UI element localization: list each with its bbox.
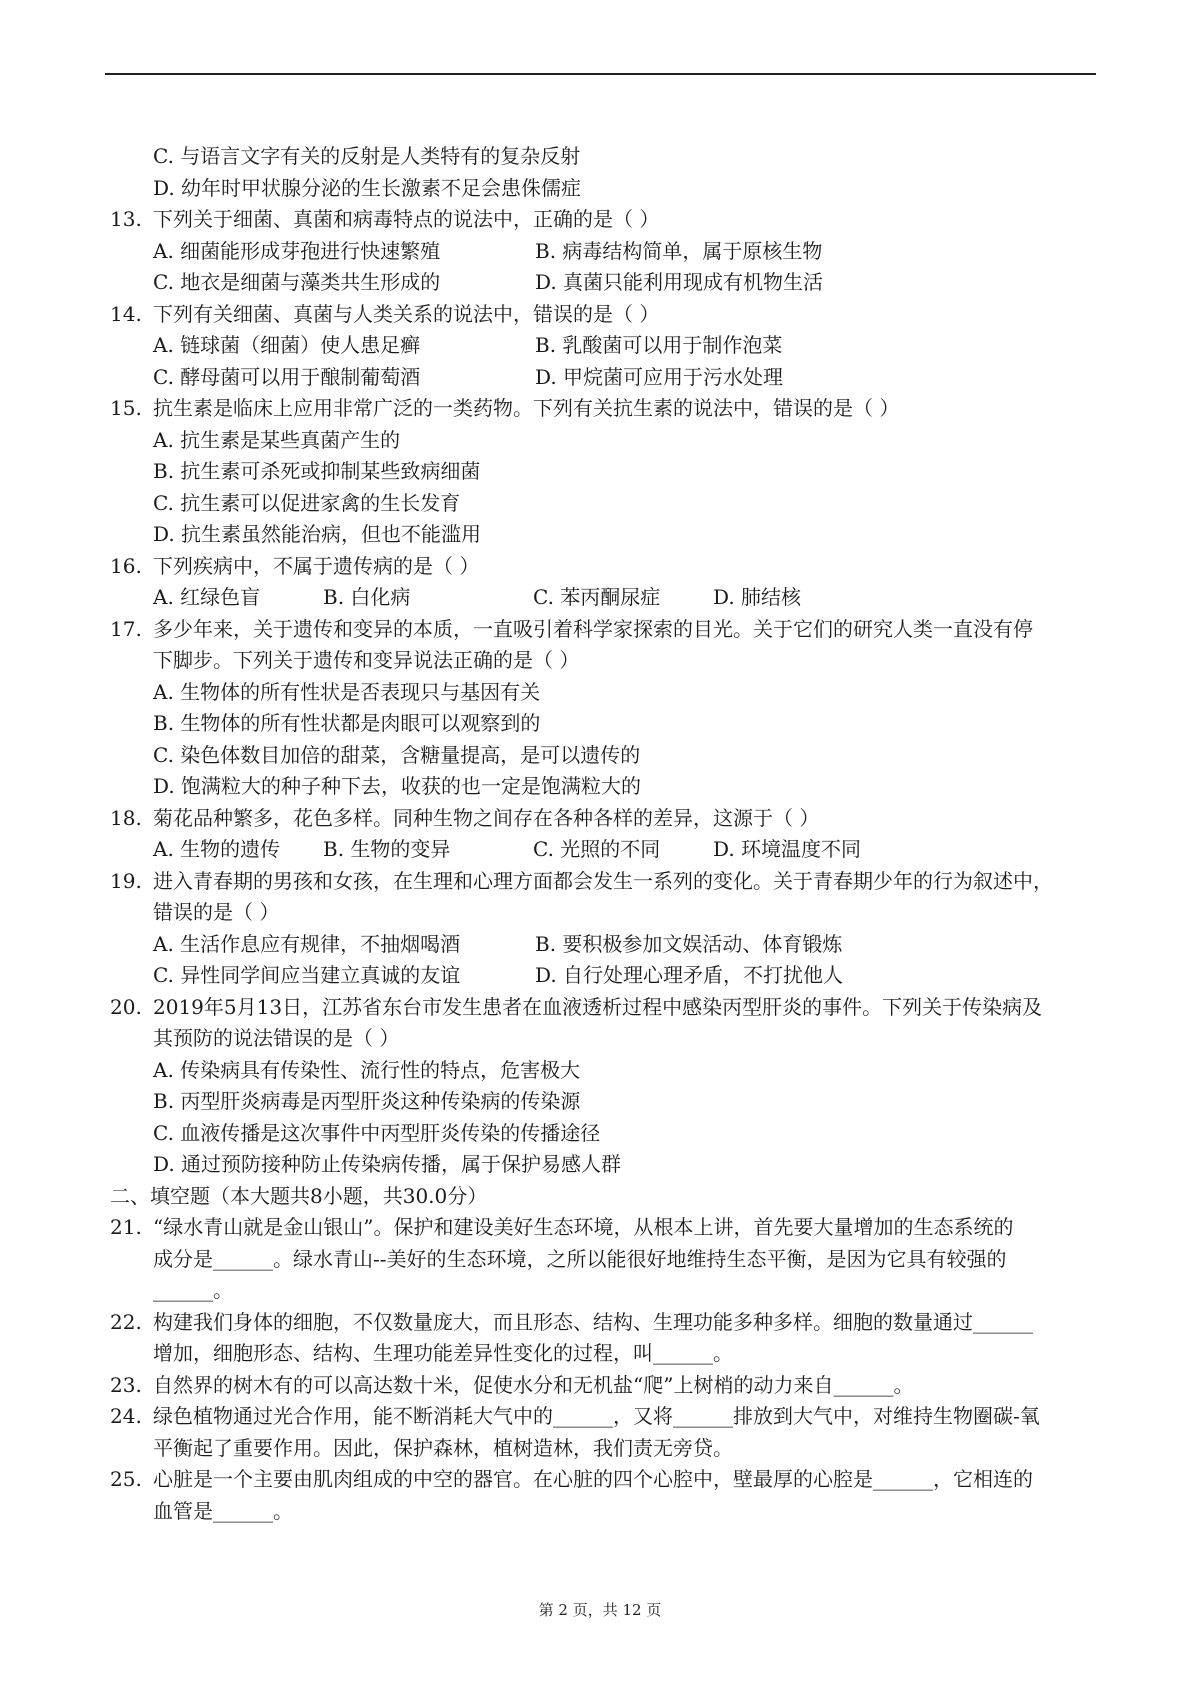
option-row — [0, 362, 1200, 394]
option-row — [0, 519, 1200, 551]
question-line — [0, 992, 1200, 1024]
answer-option: C. 地衣是细菌与藻类共生形成的 — [153, 270, 441, 294]
question-line — [0, 866, 1200, 898]
option-row — [0, 708, 1200, 740]
answer-option: A. 传染病具有传染性、流行性的特点，危害极大 — [153, 1057, 581, 1082]
question-continuation — [0, 1338, 1200, 1370]
page-footer: 第 2 页，共 12 页 — [538, 1601, 662, 1619]
question-line — [0, 551, 1200, 583]
answer-option: B. 乳酸菌可以用于制作泡菜 — [535, 333, 783, 357]
question-text: “绿水青山就是金山银山”。保护和建设美好生态环境，从根本上讲，首先要大量增加的生态系统的 — [153, 1215, 1014, 1239]
question-line — [0, 803, 1200, 835]
section-heading — [0, 1181, 1200, 1213]
answer-option: A. 红绿色盲 — [153, 585, 261, 609]
question-text: 成分是______。绿水青山--美好的生态环境，之所以能很好地维持生态平衡，是因为它具有较强的 — [153, 1246, 1007, 1271]
question-text: 绿色植物通过光合作用，能不断消耗大气中的______，又将______排放到大气中，对维持生物圈碳-氧 — [153, 1404, 1040, 1428]
answer-option: B. 病毒结构简单，属于原核生物 — [535, 238, 823, 263]
answer-option: C. 与语言文字有关的反射是人类特有的复杂反射 — [153, 144, 581, 168]
option-row — [0, 141, 1200, 173]
answer-option: B. 丙型肝炎病毒是丙型肝炎这种传染病的传染源 — [153, 1089, 581, 1113]
question-text: 多少年来，关于遗传和变异的本质，一直吸引着科学家探索的目光。关于它们的研究人类一直没有停 — [153, 616, 1033, 641]
option-row — [0, 330, 1200, 362]
question-line — [0, 1464, 1200, 1496]
question-continuation — [0, 1023, 1200, 1055]
option-row — [0, 582, 1200, 614]
question-continuation — [0, 645, 1200, 677]
answer-option: A. 抗生素是某些真菌产生的 — [153, 427, 401, 452]
answer-option: D. 肺结核 — [713, 585, 802, 609]
answer-option: B. 要积极参加文娱活动、体育锻炼 — [535, 931, 843, 956]
answer-option: D. 幼年时甲状腺分泌的生长激素不足会患侏儒症 — [153, 175, 582, 200]
question-number: 23. — [110, 1372, 142, 1397]
option-row — [0, 1055, 1200, 1087]
question-number: 18. — [110, 805, 142, 830]
question-text: 平衡起了重要作用。因此，保护森林，植树造林，我们责无旁贷。 — [153, 1435, 733, 1460]
question-text: 其预防的说法错误的是（ ） — [153, 1026, 400, 1050]
answer-option: D. 真菌只能利用现成有机物生活 — [535, 270, 824, 294]
question-number: 24. — [110, 1404, 142, 1428]
exam-body — [0, 141, 1200, 1527]
question-number: 15. — [110, 396, 142, 420]
answer-option: C. 苯丙酮尿症 — [533, 585, 661, 609]
answer-option: C. 染色体数目加倍的甜菜，含糖量提高，是可以遗传的 — [153, 742, 641, 767]
question-line — [0, 1370, 1200, 1402]
question-text: 2019年5月13日，江苏省东台市发生患者在血液透析过程中感染丙型肝炎的事件。下列关于传染病及 — [153, 994, 1043, 1019]
question-line — [0, 393, 1200, 425]
option-row — [0, 834, 1200, 866]
option-row — [0, 740, 1200, 772]
question-text: 下脚步。下列关于遗传和变异说法正确的是（ ） — [153, 648, 580, 672]
answer-option: C. 异性同学间应当建立真诚的友谊 — [153, 963, 461, 987]
question-line — [0, 204, 1200, 236]
option-row — [0, 1118, 1200, 1150]
question-text: 抗生素是临床上应用非常广泛的一类药物。下列有关抗生素的说法中，错误的是（ ） — [153, 396, 900, 420]
option-row — [0, 236, 1200, 268]
question-number: 16. — [110, 553, 142, 578]
question-text: 进入青春期的男孩和女孩，在生理和心理方面都会发生一系列的变化。关于青春期少年的行为叙述中， — [153, 868, 1053, 893]
question-continuation — [0, 1496, 1200, 1528]
question-number: 20. — [110, 994, 142, 1019]
answer-option: C. 光照的不同 — [533, 837, 661, 861]
section-title: 二、填空题（本大题共8小题，共30.0分） — [110, 1183, 488, 1208]
answer-option: B. 生物体的所有性状都是肉眼可以观察到的 — [153, 711, 541, 735]
question-text: 增加，细胞形态、结构、生理功能差异性变化的过程，叫______。 — [153, 1341, 733, 1365]
question-line — [0, 1212, 1200, 1244]
option-row — [0, 677, 1200, 709]
question-continuation — [0, 1433, 1200, 1465]
option-row — [0, 1086, 1200, 1118]
question-number: 21. — [110, 1215, 142, 1239]
question-line — [0, 614, 1200, 646]
question-text: 下列疾病中，不属于遗传病的是（ ） — [153, 553, 480, 578]
question-continuation — [0, 1275, 1200, 1307]
question-text: 菊花品种繁多，花色多样。同种生物之间存在各种各样的差异，这源于（ ） — [153, 805, 820, 830]
option-row — [0, 929, 1200, 961]
option-row — [0, 267, 1200, 299]
answer-option: D. 自行处理心理矛盾，不打扰他人 — [535, 963, 844, 987]
answer-option: C. 酵母菌可以用于酿制葡萄酒 — [153, 364, 421, 389]
answer-option: B. 生物的变异 — [323, 837, 451, 861]
answer-option: D. 饱满粒大的种子种下去，收获的也一定是饱满粒大的 — [153, 774, 642, 798]
answer-option: A. 生物的遗传 — [153, 837, 281, 861]
answer-option: D. 抗生素虽然能治病，但也不能滥用 — [153, 522, 482, 546]
question-number: 25. — [110, 1467, 142, 1491]
question-number: 14. — [110, 301, 142, 326]
option-row — [0, 456, 1200, 488]
option-row — [0, 1149, 1200, 1181]
answer-option: B. 白化病 — [323, 585, 411, 609]
question-text: 心脏是一个主要由肌肉组成的中空的器官。在心脏的四个心腔中，壁最厚的心腔是______，它相连的 — [153, 1467, 1033, 1491]
question-number: 22. — [110, 1309, 142, 1334]
question-line — [0, 299, 1200, 331]
question-text: 自然界的树木有的可以高达数十米，促使水分和无机盐“爬”上树梢的动力来自______。 — [153, 1372, 914, 1397]
option-row — [0, 173, 1200, 205]
option-row — [0, 425, 1200, 457]
option-row — [0, 488, 1200, 520]
question-text: 血管是______。 — [153, 1498, 293, 1523]
answer-option: B. 抗生素可杀死或抑制某些致病细菌 — [153, 459, 481, 483]
question-text: 构建我们身体的细胞，不仅数量庞大，而且形态、结构、生理功能多种多样。细胞的数量通过______ — [153, 1309, 1033, 1334]
question-text: ______。 — [153, 1278, 233, 1302]
option-row — [0, 771, 1200, 803]
question-number: 13. — [110, 207, 142, 231]
question-text: 错误的是（ ） — [153, 900, 280, 924]
question-line — [0, 1401, 1200, 1433]
question-continuation — [0, 1244, 1200, 1276]
answer-option: C. 血液传播是这次事件中丙型肝炎传染的传播途径 — [153, 1120, 601, 1145]
question-continuation — [0, 897, 1200, 929]
question-line — [0, 1307, 1200, 1339]
question-text: 下列有关细菌、真菌与人类关系的说法中，错误的是（ ） — [153, 301, 660, 326]
answer-option: D. 通过预防接种防止传染病传播，属于保护易感人群 — [153, 1152, 622, 1176]
answer-option: D. 甲烷菌可应用于污水处理 — [535, 364, 784, 389]
option-row — [0, 960, 1200, 992]
answer-option: C. 抗生素可以促进家禽的生长发育 — [153, 490, 461, 515]
answer-option: A. 细菌能形成芽孢进行快速繁殖 — [153, 238, 441, 263]
answer-option: A. 生活作息应有规律，不抽烟喝酒 — [153, 931, 461, 956]
question-number: 17. — [110, 616, 142, 641]
answer-option: D. 环境温度不同 — [713, 837, 862, 861]
question-number: 19. — [110, 868, 142, 893]
question-text: 下列关于细菌、真菌和病毒特点的说法中，正确的是（ ） — [153, 207, 660, 231]
answer-option: A. 链球菌（细菌）使人患足癣 — [153, 333, 421, 357]
header-rule — [105, 73, 1096, 75]
answer-option: A. 生物体的所有性状是否表现只与基因有关 — [153, 679, 541, 704]
